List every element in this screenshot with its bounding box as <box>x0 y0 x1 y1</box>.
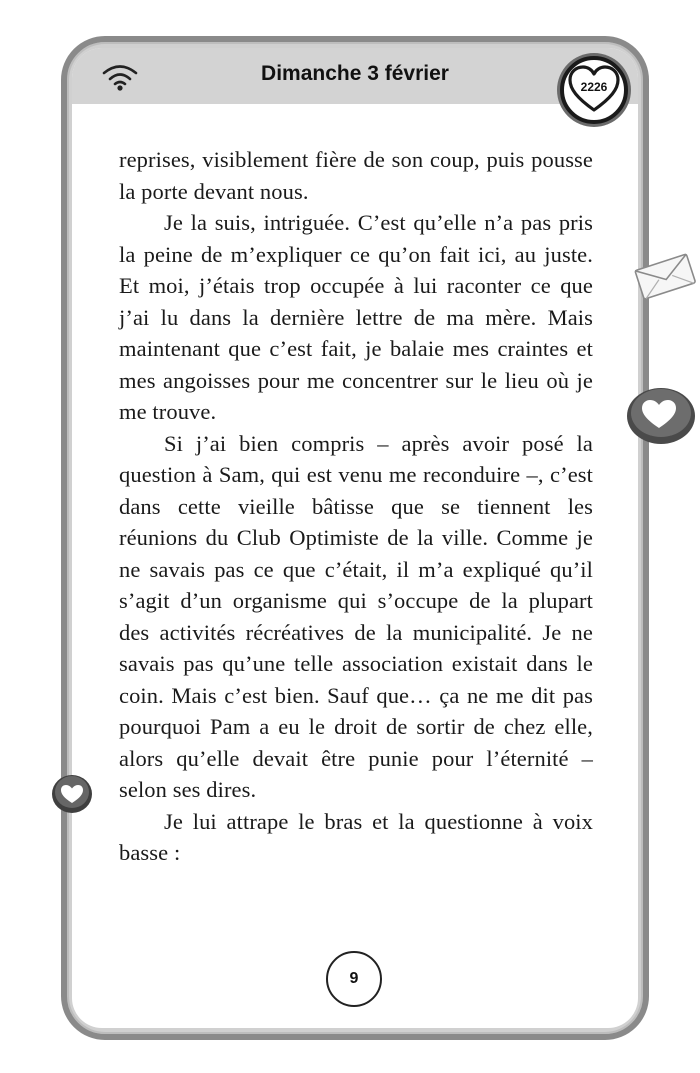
likes-badge[interactable] <box>560 56 628 124</box>
header-date: Dimanche 3 février <box>261 62 449 85</box>
heart-bubble-icon <box>623 384 697 446</box>
paragraph-3: Si j’ai bien compris – après avoir posé la question à Sam, qui est venu me reconduire –, c’est dans cette vieille bâtisse que se tiennent les réunions du Club Optimiste de la ville. Comme je ne savais pas ce que c’était, il m’a expliqué qu’il s’agit d’un organisme qui s’occupe de la plupart des activités récréatives de la municipalité. Je ne savais pas qu’une telle association existait dans le coin. Mais c’est bien. Sauf que… ça ne me dit pas pourquoi Pam a eu le droit de sortir de chez elle, alors qu’elle devait être punie pour l’éternité – selon ses dires. <box>119 430 593 802</box>
page-number: 9 <box>326 951 382 1007</box>
paragraph-2: Je la suis, intriguée. C’est qu’elle n’a pas pris la peine de m’expliquer ce qu’on fait ici, au juste. Et moi, j’étais trop occupée à lui raconter ce que j’ai lu dans la dernière lettre de ma mère. Mais maintenant que c’est fait, je balaie mes craintes et mes angoisses pour me concentrer sur le lieu où je me trouve. <box>119 210 593 424</box>
status-bar <box>72 48 638 104</box>
book-text <box>119 144 593 869</box>
phone-screen <box>72 48 638 1028</box>
heart-bubble-icon <box>50 772 96 816</box>
envelope-icon <box>628 252 700 300</box>
paragraph-1: reprises, visiblement fière de son coup, puis pousse la porte devant nous. <box>119 147 593 204</box>
paragraph-4: Je lui attrape le bras et la questionne à voix basse : <box>119 808 593 865</box>
like-count: 2226 <box>580 80 608 94</box>
